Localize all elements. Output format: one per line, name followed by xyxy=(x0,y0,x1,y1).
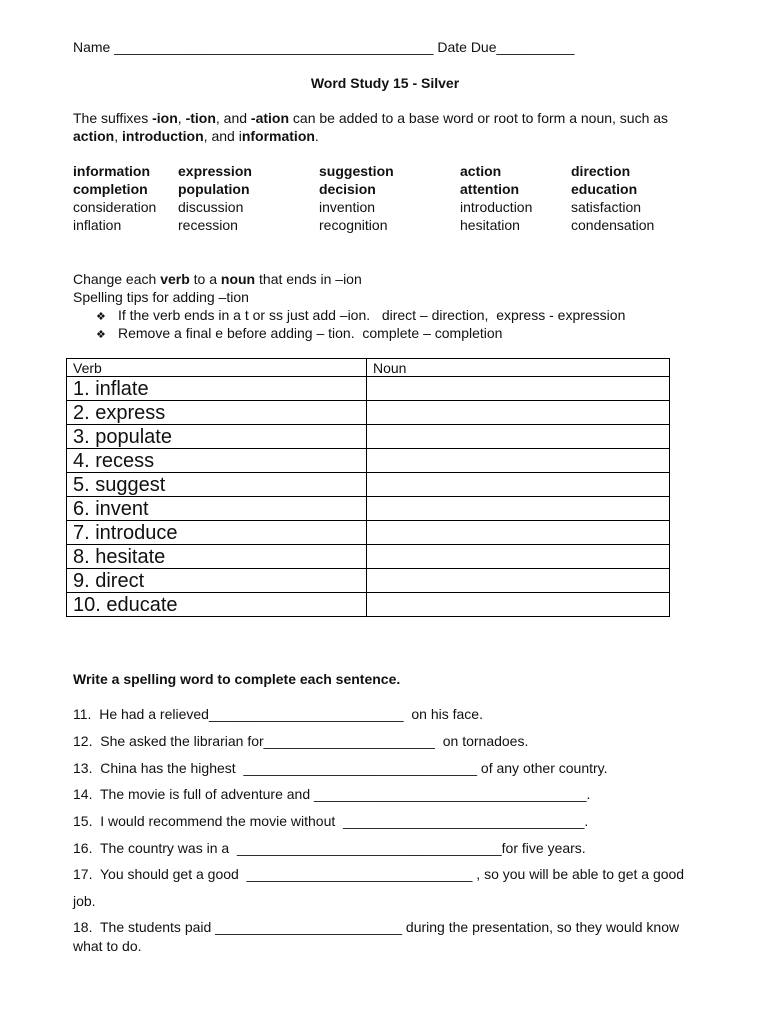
suffix-ion: -ion xyxy=(152,110,178,126)
word-item: recession xyxy=(178,217,238,233)
suffix-ation: -ation xyxy=(250,110,290,126)
word-column-5 xyxy=(571,162,654,234)
word-column-4 xyxy=(460,162,532,234)
sentences-heading: Write a spelling word to complete each sentence. xyxy=(73,671,401,687)
sentence-item: 16. The country was in a __________________________________for five years. xyxy=(73,840,586,856)
verb-cell: 2. express xyxy=(67,401,367,425)
table-row xyxy=(67,593,670,617)
word-item: introduction xyxy=(460,199,533,215)
word-item: expression xyxy=(178,163,252,179)
word-item: discussion xyxy=(178,199,244,215)
noun-answer-cell[interactable] xyxy=(367,401,670,425)
example-action: action xyxy=(73,128,115,144)
noun-answer-cell[interactable] xyxy=(367,449,670,473)
table-row xyxy=(67,545,670,569)
keyword-noun: noun xyxy=(220,271,256,287)
noun-answer-cell[interactable] xyxy=(367,545,670,569)
tip-text: If the verb ends in a t or ss just add –ion. direct – direction, express - expression xyxy=(118,307,626,323)
noun-answer-cell[interactable] xyxy=(367,593,670,617)
sentence-item: 13. China has the highest ______________________________ of any other country. xyxy=(73,760,608,776)
table-row xyxy=(67,449,670,473)
intro-paragraph xyxy=(73,109,733,145)
verb-cell: 4. recess xyxy=(67,449,367,473)
verb-cell: 10. educate xyxy=(67,593,367,617)
intro-text: , xyxy=(114,128,123,144)
sentence-item: 12. She asked the librarian for______________________ on tornadoes. xyxy=(73,733,529,749)
noun-answer-cell[interactable] xyxy=(367,497,670,521)
table-row xyxy=(67,377,670,401)
word-column-1 xyxy=(73,162,156,234)
intro-text: , and xyxy=(215,110,251,126)
word-item: invention xyxy=(319,199,376,215)
verb-cell: 6. invent xyxy=(67,497,367,521)
sentence-item: 18. The students paid ________________________ during the presentation, so they would know xyxy=(73,919,680,935)
header-verb: Verb xyxy=(67,359,367,377)
word-item: attention xyxy=(460,181,520,197)
intro-text: , xyxy=(177,110,186,126)
verb-cell: 3. populate xyxy=(67,425,367,449)
word-item: decision xyxy=(319,181,376,197)
table-row xyxy=(67,497,670,521)
noun-answer-cell[interactable] xyxy=(367,377,670,401)
instruction-text: to a xyxy=(189,271,221,287)
header-noun: Noun xyxy=(367,359,670,377)
noun-answer-cell[interactable] xyxy=(367,569,670,593)
verb-noun-table xyxy=(66,358,670,617)
instruction-text: Change each xyxy=(73,271,161,287)
word-item: information xyxy=(73,163,150,179)
table-row xyxy=(67,401,670,425)
sentence-item: 17. You should get a good _____________________________ , so you will be able to get a good xyxy=(73,866,685,882)
intro-text: , and i xyxy=(203,128,242,144)
word-item: condensation xyxy=(571,217,655,233)
tip-bullet xyxy=(96,324,502,344)
sentence-item-continued: job. xyxy=(73,893,96,909)
example-information: nformation xyxy=(241,128,315,144)
sentence-item: 15. I would recommend the movie without _______________________________. xyxy=(73,813,589,829)
name-date-line: Name _________________________________________ Date Due__________ xyxy=(73,39,575,55)
diamond-bullet-icon: ❖ xyxy=(96,329,106,341)
word-item: education xyxy=(571,181,638,197)
table-row xyxy=(67,569,670,593)
table-row xyxy=(67,425,670,449)
word-item: direction xyxy=(571,163,631,179)
word-item: inflation xyxy=(73,217,122,233)
verb-cell: 1. inflate xyxy=(67,377,367,401)
instruction-text: that ends in –ion xyxy=(255,271,362,287)
word-column-3 xyxy=(319,162,394,234)
word-item: action xyxy=(460,163,502,179)
sentence-item: 11. He had a relieved_________________________ on his face. xyxy=(73,706,483,722)
verb-cell: 7. introduce xyxy=(67,521,367,545)
word-item: satisfaction xyxy=(571,199,642,215)
noun-answer-cell[interactable] xyxy=(367,521,670,545)
word-item: recognition xyxy=(319,217,388,233)
diamond-bullet-icon: ❖ xyxy=(96,311,106,323)
tips-heading: Spelling tips for adding –tion xyxy=(73,289,249,305)
verb-cell: 9. direct xyxy=(67,569,367,593)
verb-cell: 8. hesitate xyxy=(67,545,367,569)
intro-text: . xyxy=(314,128,319,144)
noun-answer-cell[interactable] xyxy=(367,473,670,497)
intro-text: The suffixes xyxy=(73,110,153,126)
word-item: hesitation xyxy=(460,217,520,233)
intro-text: can be added to a base word or root to form a noun, such as xyxy=(289,110,669,126)
table-row xyxy=(67,521,670,545)
word-item: completion xyxy=(73,181,148,197)
word-item: consideration xyxy=(73,199,157,215)
verb-cell: 5. suggest xyxy=(67,473,367,497)
sentence-item-continued: what to do. xyxy=(73,938,142,954)
tip-text: Remove a final e before adding – tion. complete – completion xyxy=(118,325,503,341)
noun-answer-cell[interactable] xyxy=(367,425,670,449)
table-header-row xyxy=(67,359,670,377)
table-row xyxy=(67,473,670,497)
page-title: Word Study 15 - Silver xyxy=(310,75,460,91)
suffix-tion: -tion xyxy=(185,110,216,126)
example-introduction: introduction xyxy=(122,128,204,144)
change-instruction xyxy=(73,270,362,288)
word-item: population xyxy=(178,181,250,197)
word-column-2 xyxy=(178,162,252,234)
sentence-item: 14. The movie is full of adventure and ___________________________________. xyxy=(73,786,591,802)
keyword-verb: verb xyxy=(160,271,190,287)
tip-bullet xyxy=(96,306,625,326)
word-item: suggestion xyxy=(319,163,394,179)
